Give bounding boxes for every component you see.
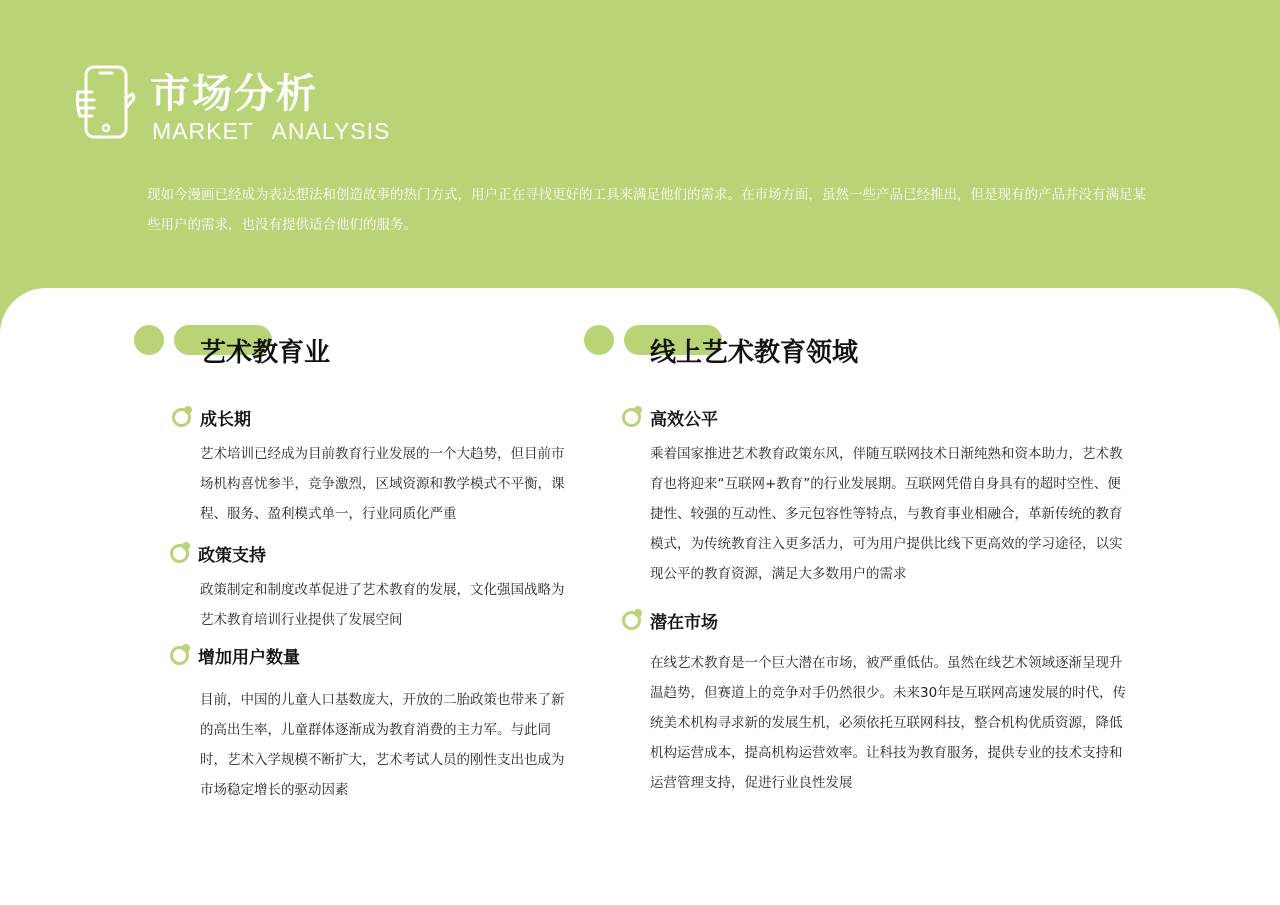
item-header (134, 541, 574, 571)
section-title: 艺术教育业 (200, 338, 331, 368)
section-header (584, 320, 1144, 380)
item-title: 成长期 (200, 410, 251, 430)
item-body: 政策制定和制度改革促进了艺术教育的发展，文化强国战略为艺术教育培训行业提供了发展空间 (200, 582, 565, 628)
item-body: 在线艺术教育是一个巨大潜在市场，被严重低估。虽然在线艺术领域逐渐呈现升温趋势，但赛道上的竞争对手仍然很少。未来30年是互联网高速发展的时代，传统美术机构寻求新的发展生机，必须依托互联网科技，整合机构优质资源，降低机构运营成本，提高机构运营效率。让科技为教育服务，提供专业的技术支持和运营管理支持，促进行业良性发展 (650, 655, 1127, 791)
item-users (134, 643, 574, 798)
page-title: 市场分析 (150, 71, 318, 117)
item-header (584, 608, 1144, 638)
section-title: 线上艺术教育领域 (650, 338, 859, 368)
decor-dot (584, 325, 614, 355)
phone-hand-icon (74, 64, 136, 142)
section-art-education (134, 320, 574, 798)
ring-bullet-icon (622, 611, 641, 630)
section-header (134, 320, 574, 380)
item-header (584, 405, 1144, 435)
content-panel (0, 288, 1280, 905)
item-growth (134, 405, 574, 522)
item-policy (134, 541, 574, 628)
item-title: 政策支持 (198, 546, 266, 566)
item-header (134, 643, 574, 673)
item-title: 增加用户数量 (198, 648, 300, 668)
item-title: 潜在市场 (650, 613, 718, 633)
page-subtitle: MARKET ANALYSIS (152, 118, 391, 144)
item-efficiency (584, 405, 1144, 582)
item-body: 艺术培训已经成为目前教育行业发展的一个大趋势，但目前市场机构喜忧参半，竞争激烈，区域资源和教学模式不平衡，课程、服务、盈利模式单一，行业同质化严重 (200, 446, 565, 522)
ring-bullet-icon (170, 544, 189, 563)
item-potential-market (584, 608, 1144, 791)
item-body: 乘着国家推进艺术教育政策东风，伴随互联网技术日渐纯熟和资本助力，艺术教育也将迎来“互联网+教育”的行业发展期。互联网凭借自身具有的超时空性、便捷性、较强的互动性、多元包容性等特点，与教育事业相融合，革新传统的教育模式，为传统教育注入更多活力，可为用户提供比线下更高效的学习途径，以实现公平的教育资源，满足大多数用户的需求 (650, 446, 1123, 582)
ring-bullet-icon (622, 408, 641, 427)
item-header (134, 405, 574, 435)
intro-paragraph: 现如今漫画已经成为表达想法和创造故事的热门方式，用户正在寻找更好的工具来满足他们的需求。在市场方面，虽然一些产品已经推出，但是现有的产品并没有满足某些用户的需求，也没有提供适合他们的服务。 (147, 187, 1146, 233)
item-title: 高效公平 (650, 410, 718, 430)
section-online-art-education (584, 320, 1144, 791)
item-body: 目前，中国的儿童人口基数庞大，开放的二胎政策也带来了新的高出生率，儿童群体逐渐成为教育消费的主力军。与此同时，艺术入学规模不断扩大，艺术考试人员的刚性支出也成为市场稳定增长的驱动因素 (200, 692, 565, 798)
decor-dot (134, 325, 164, 355)
ring-bullet-icon (172, 408, 191, 427)
ring-bullet-icon (170, 646, 189, 665)
